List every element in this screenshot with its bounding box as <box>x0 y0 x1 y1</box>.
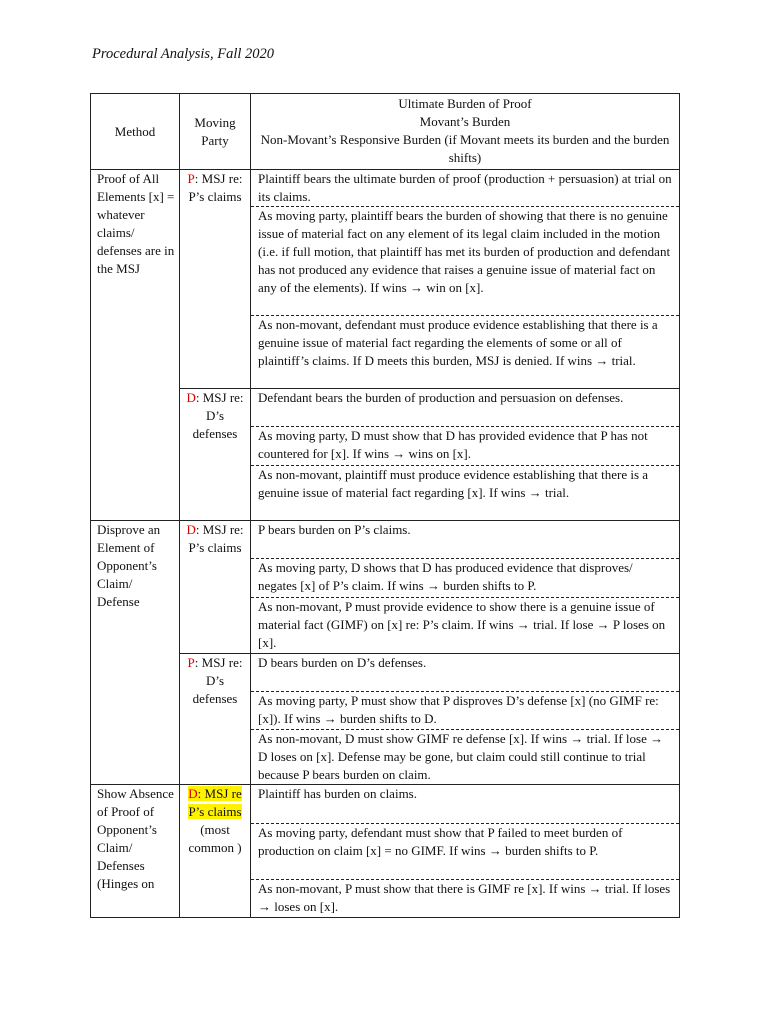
burden-cell <box>251 785 680 918</box>
nonmovant-burden-text: As non-movant, defendant must produce evidence establishing that there is a genuine issue of material fact regarding the elements of some or all of plaintiff’s claims. If D meets this burden, MSJ is denied. If wins → trial. <box>251 315 679 388</box>
ultimate-burden-text: Plaintiff bears the ultimate burden of proof (production + persuasion) at trial on its claims. <box>258 171 672 204</box>
burden-column-header <box>251 94 680 170</box>
header-nonmovant-burden: Non-Movant’s Responsive Burden (if Movant meets its burden and the burden shifts) <box>260 132 670 165</box>
party-letter: D <box>186 390 196 405</box>
document-header: Procedural Analysis, Fall 2020 <box>92 46 275 62</box>
table-row <box>91 170 680 389</box>
burden-cell <box>251 521 680 654</box>
ultimate-burden-text: D bears burden on D’s defenses. <box>258 655 427 670</box>
party-letter: D <box>188 786 198 801</box>
movant-burden-text: As moving party, defendant must show that P failed to meet burden of production on claim [x] = no GIMF. If wins → burden shifts to P. <box>251 823 679 879</box>
party-text: : MSJ re P’s claims <box>188 786 242 819</box>
moving-party-cell <box>180 785 251 918</box>
party-text: : MSJ re: D’s defenses <box>192 390 244 441</box>
movant-burden-text: As moving party, P must show that P disproves D’s defense [x] (no GIMF re: [x]). If wins → burden shifts to D. <box>251 691 679 729</box>
ultimate-burden-text: P bears burden on P’s claims. <box>258 522 411 537</box>
ultimate-burden-text: Defendant bears the burden of production and persuasion on defenses. <box>258 390 624 405</box>
party-note: (most common ) <box>188 822 242 855</box>
header-ultimate-burden: Ultimate Burden of Proof <box>398 96 532 111</box>
nonmovant-burden-text: As non-movant, D must show GIMF re defense [x]. If wins → trial. If lose → D loses on [x]. Defense may be gone, but claim could still continue to trial because P bears burden on claim. <box>251 729 679 784</box>
moving-party-cell <box>180 654 251 785</box>
party-text: : MSJ re: D’s defenses <box>192 655 243 706</box>
method-cell: Proof of All Elements [x] = whatever claims/ defenses are in the MSJ <box>91 170 180 521</box>
ultimate-burden-text: Plaintiff has burden on claims. <box>258 786 417 801</box>
table-row <box>91 785 680 918</box>
party-text: : MSJ re: P’s claims <box>188 522 244 555</box>
party-letter: P <box>187 171 195 186</box>
movant-burden-text: As moving party, D shows that D has produced evidence that disproves/ negates [x] of P’s claim. If wins → burden shifts to P. <box>251 558 679 597</box>
table-row <box>91 389 680 521</box>
nonmovant-burden-text: As non-movant, P must show that there is GIMF re [x]. If wins → trial. If loses → loses on [x]. <box>251 879 679 917</box>
table-row <box>91 521 680 654</box>
burden-cell <box>251 170 680 389</box>
table-header-row <box>91 94 680 170</box>
party-text: : MSJ re: P’s claims <box>188 171 243 204</box>
burden-cell <box>251 654 680 785</box>
party-letter: P <box>187 655 195 670</box>
movant-burden-text: As moving party, D must show that D has provided evidence that P has not countered for [x]. If wins → wins on [x]. <box>251 426 679 465</box>
party-letter: D <box>186 522 196 537</box>
moving-party-cell <box>180 389 251 521</box>
table-row <box>91 654 680 785</box>
moving-party-cell <box>180 521 251 654</box>
burden-cell <box>251 389 680 521</box>
party-column-header: Moving Party <box>180 94 251 170</box>
highlighted-party <box>188 786 241 819</box>
movant-burden-text: As moving party, plaintiff bears the burden of showing that there is no genuine issue of material fact on any element of its legal claim included in the motion (i.e. if full motion, that plaintiff has met its burden of production and defendant has not produced any evidence that raises a genuine issue of material fact on any of the elements). If wins → win on [x]. <box>251 206 679 315</box>
nonmovant-burden-text: As non-movant, plaintiff must produce evidence establishing that there is a genuine issue of material fact regarding [x]. If wins → trial. <box>251 465 679 520</box>
method-cell: Show Absence of Proof of Opponent’s Claim/ Defenses (Hinges on <box>91 785 180 918</box>
nonmovant-burden-text: As non-movant, P must provide evidence to show there is a genuine issue of material fact (GIMF) on [x] re: P’s claim. If wins → trial. If lose → P loses on [x]. <box>251 597 679 653</box>
header-movant-burden: Movant’s Burden <box>419 114 511 129</box>
burden-table <box>90 93 680 918</box>
moving-party-cell <box>180 170 251 389</box>
method-column-header: Method <box>91 94 180 170</box>
method-cell: Disprove an Element of Opponent’s Claim/ Defense <box>91 521 180 785</box>
